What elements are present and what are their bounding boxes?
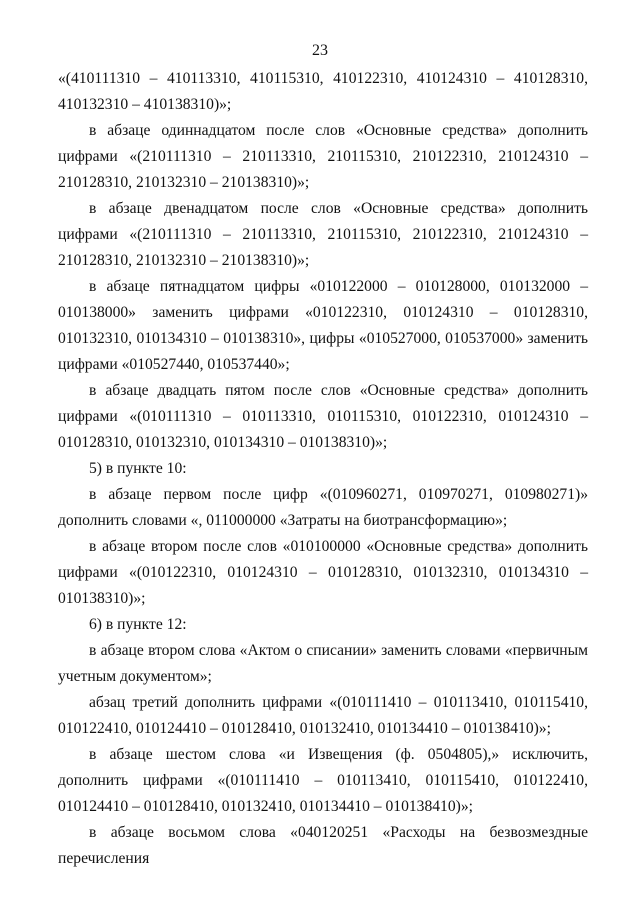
paragraph: в абзаце первом после цифр «(010960271, 010970271, 010980271)» дополнить словами «, 011000000 «Затраты на биотрансформацию»; (58, 486, 588, 529)
paragraph: в абзаце восьмом слова «040120251 «Расходы на безвозмездные перечисления (58, 824, 588, 867)
document-body (58, 66, 588, 872)
page-number: 23 (312, 42, 328, 59)
paragraph: в абзаце двадцать пятом после слов «Основные средства» дополнить цифрами «(010111310 – 010113310, 010115310, 010122310, 010124310 – 010128310, 010132310, 010134310 – 010138310)»; (58, 382, 588, 451)
paragraph: в абзаце одиннадцатом после слов «Основные средства» дополнить цифрами «(210111310 – 210113310, 210115310, 210122310, 210124310 – 210128310, 210132310 – 210138310)»; (58, 122, 588, 191)
paragraph: 6) в пункте 12: (89, 616, 187, 633)
paragraph: 5) в пункте 10: (89, 460, 187, 477)
paragraph: в абзаце шестом слова «и Извещения (ф. 0504805),» исключить, дополнить цифрами «(010111410 – 010113410, 010115410, 010122410, 010124410 – 010128410, 010132410, 010134410 – 010138410)»; (58, 746, 588, 815)
paragraph: абзац третий дополнить цифрами «(010111410 – 010113410, 010115410, 010122410, 010124410 – 010128410, 010132410, 010134410 – 010138410)»; (58, 694, 588, 737)
paragraph: в абзаце двенадцатом после слов «Основные средства» дополнить цифрами «(210111310 – 210113310, 210115310, 210122310, 210124310 – 210128310, 210132310 – 210138310)»; (58, 200, 588, 269)
paragraph: в абзаце пятнадцатом цифры «010122000 – 010128000, 010132000 – 010138000» заменить цифрами «010122310, 010124310 – 010128310, 010132310, 010134310 – 010138310», цифры «010527000, 010537000» заменить цифрами «010527440, 010537440»; (58, 278, 588, 373)
paragraph: в абзаце втором слова «Актом о списании» заменить словами «первичным учетным документом»; (58, 642, 588, 685)
paragraph: в абзаце втором после слов «010100000 «Основные средства» дополнить цифрами «(010122310, 010124310 – 010128310, 010132310, 010134310 – 010138310)»; (58, 538, 588, 607)
paragraph: «(410111310 – 410113310, 410115310, 410122310, 410124310 – 410128310, 410132310 – 410138310)»; (58, 70, 588, 113)
